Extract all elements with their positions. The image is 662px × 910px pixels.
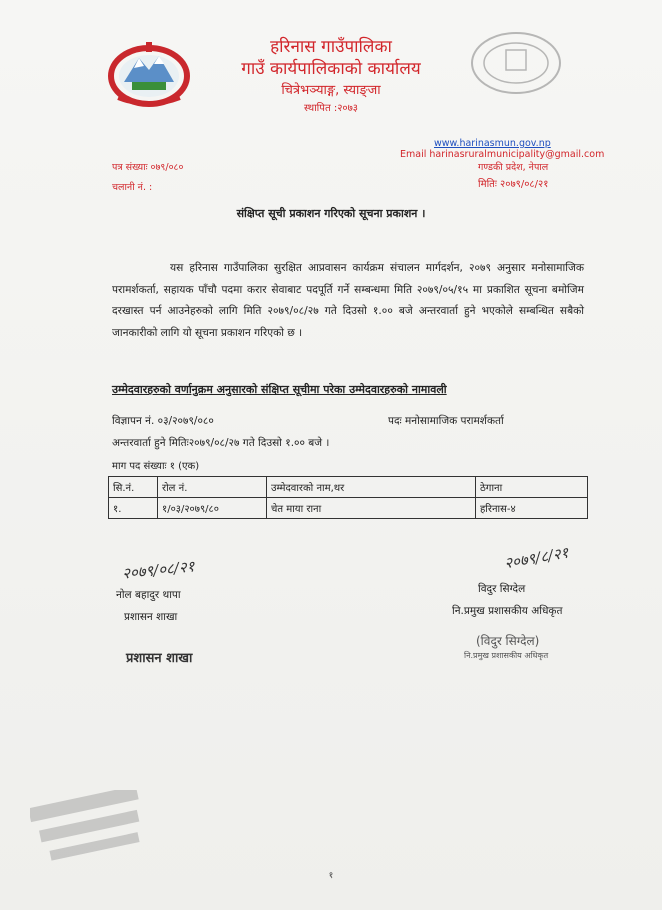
- admin-section-stamp: प्रशासन शाखा: [126, 651, 193, 666]
- right-signatory-title: नि.प्रमुख प्रशासकीय अधिकृत: [452, 605, 563, 617]
- office-address: चित्रेभञ्याङ्ग, स्याङ्जा: [281, 83, 381, 98]
- notice-body: [112, 258, 584, 344]
- post-name: पदः मनोसामाजिक परामर्शकर्ता: [388, 415, 504, 427]
- right-signatory-name: विदुर सिग्देल: [478, 583, 526, 595]
- right-signature-scribble: २०७९/८/२१: [502, 543, 570, 573]
- province-label: गण्डकी प्रदेश, नेपाल: [478, 162, 549, 173]
- established-year: स्थापित :२०७३: [304, 103, 358, 114]
- left-signature-scribble: २०७९/०८/२१: [121, 557, 196, 583]
- table-row: [109, 498, 588, 519]
- table-header-row: [109, 477, 588, 498]
- col-address: ठेगाना: [476, 477, 588, 498]
- website-link[interactable]: www.harinasmun.gov.np: [434, 138, 551, 149]
- letter-date: मितिः २०७९/०८/२१: [478, 179, 549, 190]
- cell-address: हरिनास-४: [476, 498, 588, 519]
- cell-roll: १/०३/२०७९/८०: [158, 498, 267, 519]
- vacancy-count: माग पद संख्याः १ (एक): [112, 461, 200, 472]
- shortlist-heading: उम्मेदवारहरुको वर्णानुक्रम अनुसारको संक्षिप्त सूचीमा परेका उम्मेदवारहरुको नामावली: [112, 383, 447, 396]
- right-stamp-name: (विदुर सिग्देल): [476, 634, 540, 648]
- faded-stamp-icon: [30, 790, 150, 870]
- page-number: १: [328, 871, 334, 881]
- left-signatory-section: प्रशासन शाखा: [124, 611, 178, 623]
- notice-paragraph: यस हरिनास गाउँपालिका सुरक्षित आप्रवासन कार्यक्रम संचालन मार्गदर्शन, २०७९ अनुसार मनोसामाजिक परामर्शकर्ता, सहायक पाँचौ पदमा करार सेवाबाट पदपूर्ति गर्ने सम्बन्धमा मिति २०७९/०५/१५ मा प्रकाशित सूचना बमोजिम दरखास्त पर्न आउनेहरुको लागि मिति २०७९/०८/२७ गते दिउसो १.०० बजे अन्तरवार्ता हुने भएकोले सम्बन्धित सबैको जानकारीको लागि यो सूचना प्रकाशन गरिएको छ ।: [112, 262, 584, 339]
- cell-name: चेत माया राना: [267, 498, 476, 519]
- col-name: उम्मेदवारको नाम,थर: [267, 477, 476, 498]
- notice-title: संक्षिप्त सूची प्रकाशन गरिएको सूचना प्रकाशन ।: [236, 207, 426, 220]
- left-signatory-name: नोल बहादुर थापा: [116, 589, 181, 601]
- right-stamp-title: नि.प्रमुख प्रशासकीय अधिकृत: [464, 651, 549, 660]
- col-serial: सि.नं.: [109, 477, 158, 498]
- ref-number: पत्र संख्याः ०७९/०८०: [112, 162, 184, 173]
- office-name: गाउँ कार्यपालिकाको कार्यालय: [241, 59, 421, 79]
- dispatch-number: चलानी नं. :: [112, 182, 153, 193]
- org-name: हरिनास गाउँपालिका: [270, 37, 392, 57]
- col-roll: रोल नं.: [158, 477, 267, 498]
- cell-serial: १.: [109, 498, 158, 519]
- email-address: Email harinasruralmunicipality@gmail.com: [400, 149, 605, 160]
- advertisement-number: विज्ञापन नं. ०३/२०७९/०८०: [112, 415, 214, 427]
- interview-date: अन्तरवार्ता हुने मितिः२०७९/०८/२७ गते दिउसो १.०० बजे ।: [112, 437, 330, 449]
- candidate-table: [108, 476, 588, 519]
